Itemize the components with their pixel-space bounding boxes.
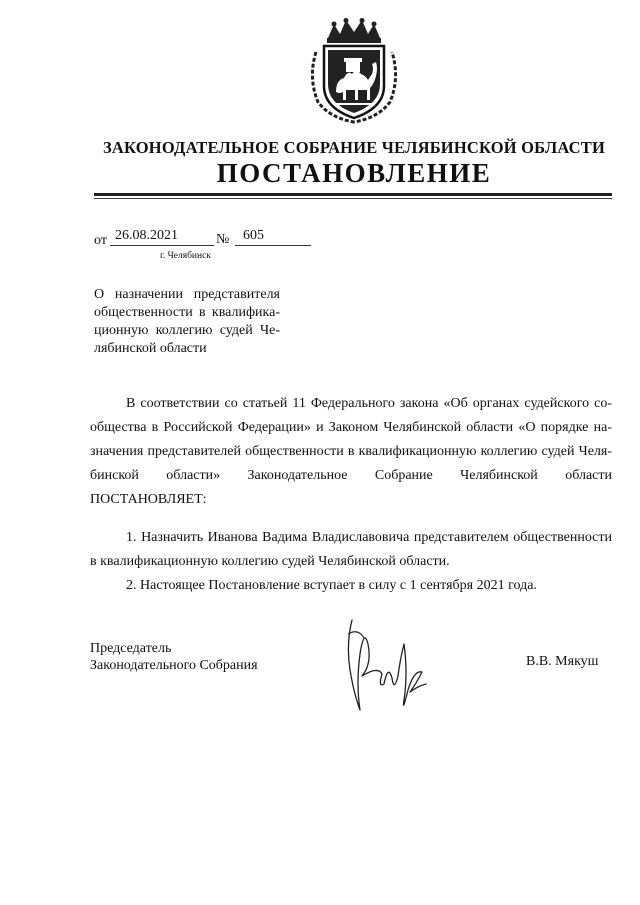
item-2-paragraph: 2. Настоящее Постановление вступает в силу с 1 сентября 2021 года. [126,578,537,593]
date-prefix: от [94,233,107,248]
coat-of-arms-emblem [306,18,402,124]
document-body [90,392,612,598]
signer-name: В.В. Мякуш [526,654,599,669]
item-1-paragraph: 1. Назначить Иванова Вадима Владиславовича представителем общественности в квалификационную коллегию судей Челябинской области. [90,530,612,569]
document-type-title: ПОСТАНОВЛЕНИЕ [216,158,492,188]
date-underline [110,245,214,246]
city-label: г. Челябинск [160,251,211,261]
handwritten-signature [338,614,430,718]
number-prefix: № [216,232,230,247]
signer-title [90,640,258,674]
number-underline [235,245,311,246]
organization-name: ЗАКОНОДАТЕЛЬНОЕ СОБРАНИЕ ЧЕЛЯБИНСКОЙ ОБЛАСТИ [102,138,606,157]
header-rule-thin [94,198,612,199]
document-subject: О назначении представителя общественности в квалифика-ционную коллегию судей Че-лябинской области [94,287,280,356]
signer-title-line-2: Законодательного Собрания [90,658,258,673]
header-rule-thick [94,193,612,196]
document-date: 26.08.2021 [115,228,178,243]
preamble-paragraph: В соответствии со статьей 11 Федерального закона «Об органах судейского со-общества в Российской Федерации» и Законом Челябинской области «О порядке на-значения представителей общественности в квалификационную коллегию судей Челя-бинской области» Законодательное Собрание Челябинской области ПОСТАНОВЛЯЕТ: [90,396,612,507]
signer-title-line-1: Председатель [90,641,172,656]
document-number: 605 [243,228,264,243]
